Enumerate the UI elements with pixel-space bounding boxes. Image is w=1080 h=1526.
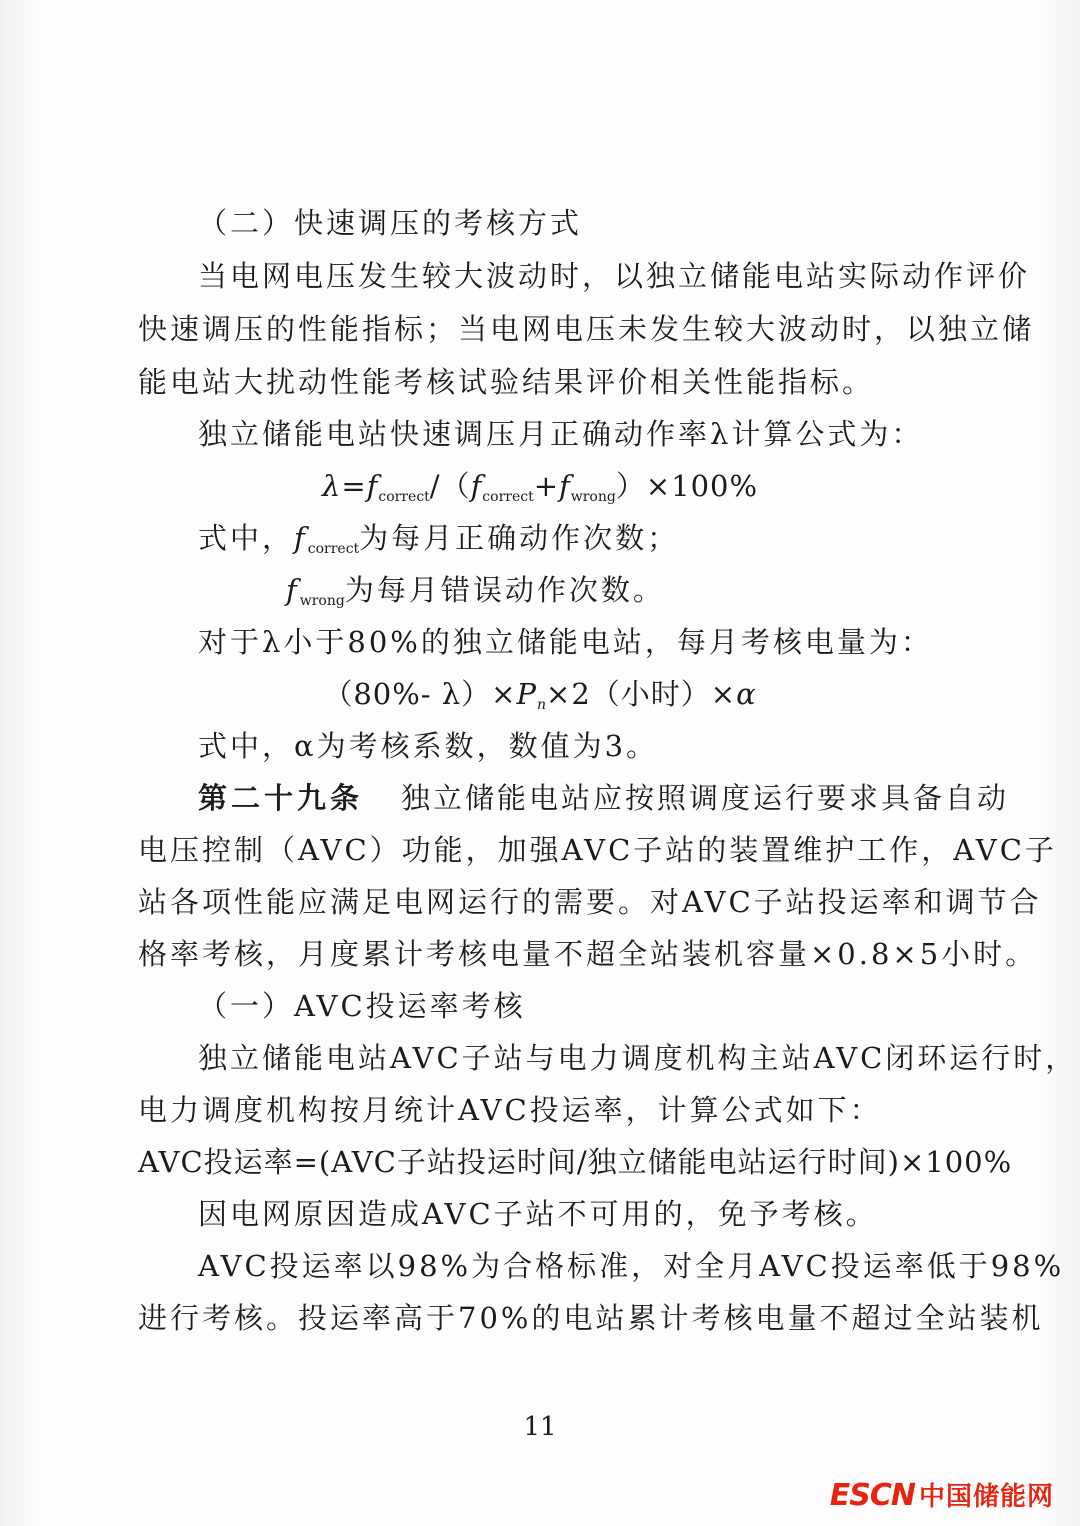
where-wrong-text: 为每月错误动作次数。 xyxy=(344,573,665,607)
where-f: f xyxy=(294,521,308,555)
where-alpha: 式中，α为考核系数，数值为3。 xyxy=(198,729,659,763)
formula-f-3: f xyxy=(559,469,571,503)
formula-penalty xyxy=(0,674,1080,714)
article-first-line-text: 独立储能电站应按照调度运行要求具备自动 xyxy=(401,781,1010,815)
watermark-logo xyxy=(830,1476,1054,1513)
formula-penalty-sub-n: n xyxy=(536,697,547,713)
exemption: 因电网原因造成AVC子站不可用的，免予考核。 xyxy=(198,1197,878,1231)
where-correct-text: 为每月正确动作次数； xyxy=(359,521,680,555)
formula-slash-open: /（ xyxy=(429,469,471,503)
formula-sub-correct-2: correct xyxy=(482,489,534,505)
paragraph-2-line-1: 独立储能电站AVC子站与电力调度机构主站AVC闭环运行时， xyxy=(198,1041,1078,1075)
formula-close-times: ）×100% xyxy=(615,469,759,503)
paragraph-1-line-1: 当电网电压发生较大波动时，以独立储能电站实际动作评价 xyxy=(198,259,1031,293)
penalty-intro: 对于λ小于80%的独立储能电站，每月考核电量为： xyxy=(198,625,933,659)
paragraph-3-line-2: 进行考核。投运率高于70%的电站累计考核电量不超过全站装机 xyxy=(138,1301,1044,1335)
sub-heading: （一）AVC投运率考核 xyxy=(198,989,526,1023)
formula-penalty-a: （80%- λ）× xyxy=(323,677,517,711)
paragraph-1-line-3: 能电站大扰动性能考核试验结果评价相关性能指标。 xyxy=(138,365,875,399)
formula-lambda xyxy=(0,466,1080,506)
formula-avc-rate: AVC投运率=(AVC子站投运时间/独立储能电站运行时间)×100% xyxy=(138,1145,1013,1179)
article-29-first-line xyxy=(198,778,1009,818)
where-prefix: 式中， xyxy=(198,521,295,555)
paragraph-3-line-1: AVC投运率以98%为合格标准，对全月AVC投运率低于98% xyxy=(198,1249,1065,1283)
formula-sub-correct: correct xyxy=(378,489,430,505)
article-line-3: 站各项性能应满足电网运行的需要。对AVC子站投运率和调节合 xyxy=(138,885,1042,919)
where-correct xyxy=(198,518,679,558)
formula-sub-wrong: wrong xyxy=(570,489,616,505)
paragraph-2-line-2: 电力调度机构按月统计AVC投运率，计算公式如下： xyxy=(138,1093,882,1127)
page-number: 11 xyxy=(523,1412,557,1442)
article-line-4: 格率考核，月度累计考核电量不超全站装机容量×0.8×5小时。 xyxy=(138,937,1038,971)
formula-intro: 独立储能电站快速调压月正确动作率λ计算公式为： xyxy=(198,417,924,451)
formula-equals: = xyxy=(341,469,367,503)
article-line-2: 电压控制（AVC）功能，加强AVC子站的装置维护工作，AVC子 xyxy=(138,833,1057,867)
watermark-brand: ESCN xyxy=(829,1478,915,1513)
watermark-name: 中国储能网 xyxy=(918,1482,1054,1512)
where-wrong xyxy=(286,570,665,610)
paragraph-1-line-2: 快速调压的性能指标；当电网电压未发生较大波动时，以独立储 xyxy=(138,312,1035,346)
article-title: 第二十九条 xyxy=(198,781,364,815)
formula-f: f xyxy=(366,469,379,503)
formula-penalty-b: ×2（小时）× xyxy=(546,677,737,711)
formula-lambda-symbol: λ xyxy=(321,469,342,503)
where-sub-correct: correct xyxy=(307,541,360,557)
where-sub-wrong: wrong xyxy=(299,593,345,609)
formula-plus: + xyxy=(533,469,560,503)
where-f-wrong: f xyxy=(286,573,300,607)
formula-penalty-alpha: α xyxy=(736,677,757,711)
formula-penalty-p: P xyxy=(516,677,537,711)
formula-f-2: f xyxy=(470,469,483,503)
section-heading: （二）快速调压的考核方式 xyxy=(198,206,583,240)
